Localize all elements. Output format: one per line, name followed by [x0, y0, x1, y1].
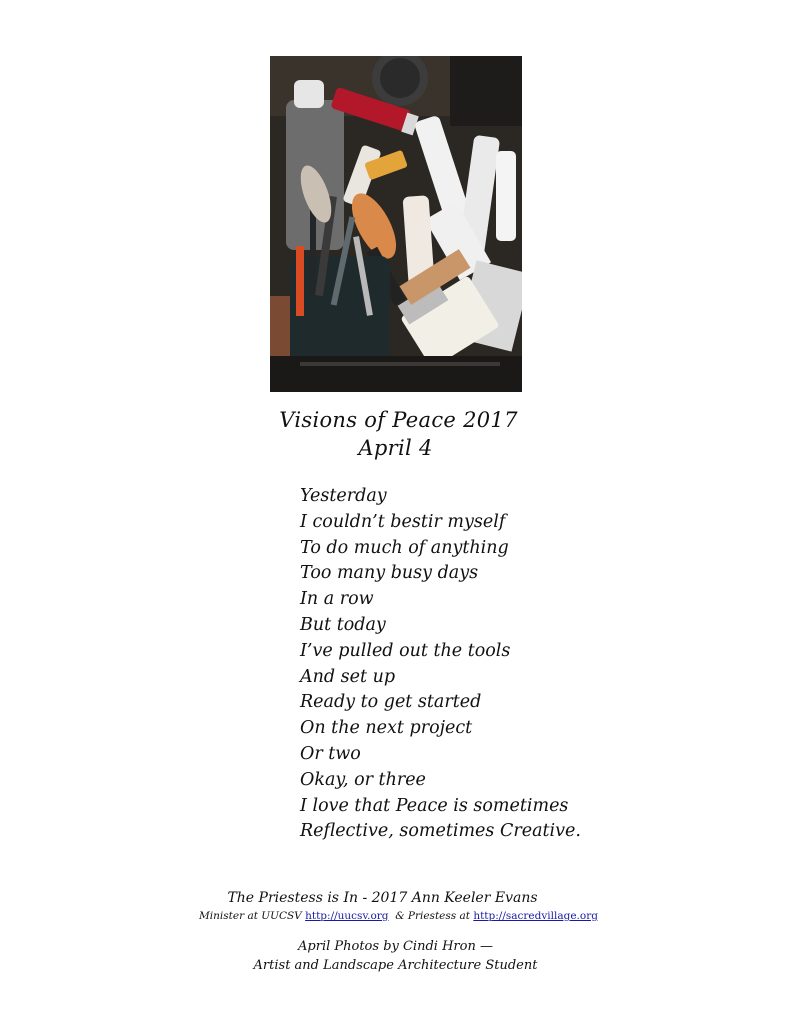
sacredvillage-link[interactable]: http://sacredvillage.org	[473, 910, 598, 922]
poem-date: April 4	[358, 436, 433, 460]
poem-line: On the next project	[300, 718, 473, 739]
poem-line: To do much of anything	[300, 537, 509, 558]
poem-line: In a row	[300, 589, 374, 610]
poem-line: But today	[300, 614, 386, 635]
art-supplies-photo	[270, 56, 522, 392]
photo-credit: April Photos by Cindi Hron —	[298, 939, 493, 954]
affiliation-line	[3, 910, 791, 922]
poem-line: Ready to get started	[300, 692, 482, 713]
poem-line: I’ve pulled out the tools	[300, 640, 511, 661]
poem-line: Too many busy days	[300, 563, 479, 584]
minister-text: Minister at UUCSV	[199, 910, 302, 922]
poem-line: Reflective, sometimes Creative.	[300, 821, 581, 842]
poem-line: Yesterday	[300, 486, 387, 506]
author-byline: The Priestess is In - 2017 Ann Keeler Evans	[227, 890, 538, 906]
poem-line: I couldn’t bestir myself	[300, 511, 506, 532]
poem-line: And set up	[300, 666, 396, 687]
poem-line: Okay, or three	[300, 769, 426, 790]
poem-line: I love that Peace is sometimes	[300, 795, 569, 816]
poem-title: Visions of Peace 2017	[279, 408, 518, 432]
poem-line: Or two	[300, 743, 361, 764]
poem-body	[300, 484, 581, 845]
art-supplies-illustration	[270, 56, 522, 392]
priestess-text: & Priestess at	[395, 910, 470, 922]
photographer-role: Artist and Landscape Architecture Student	[253, 958, 538, 973]
uucsv-link[interactable]: http://uucsv.org	[305, 910, 389, 922]
